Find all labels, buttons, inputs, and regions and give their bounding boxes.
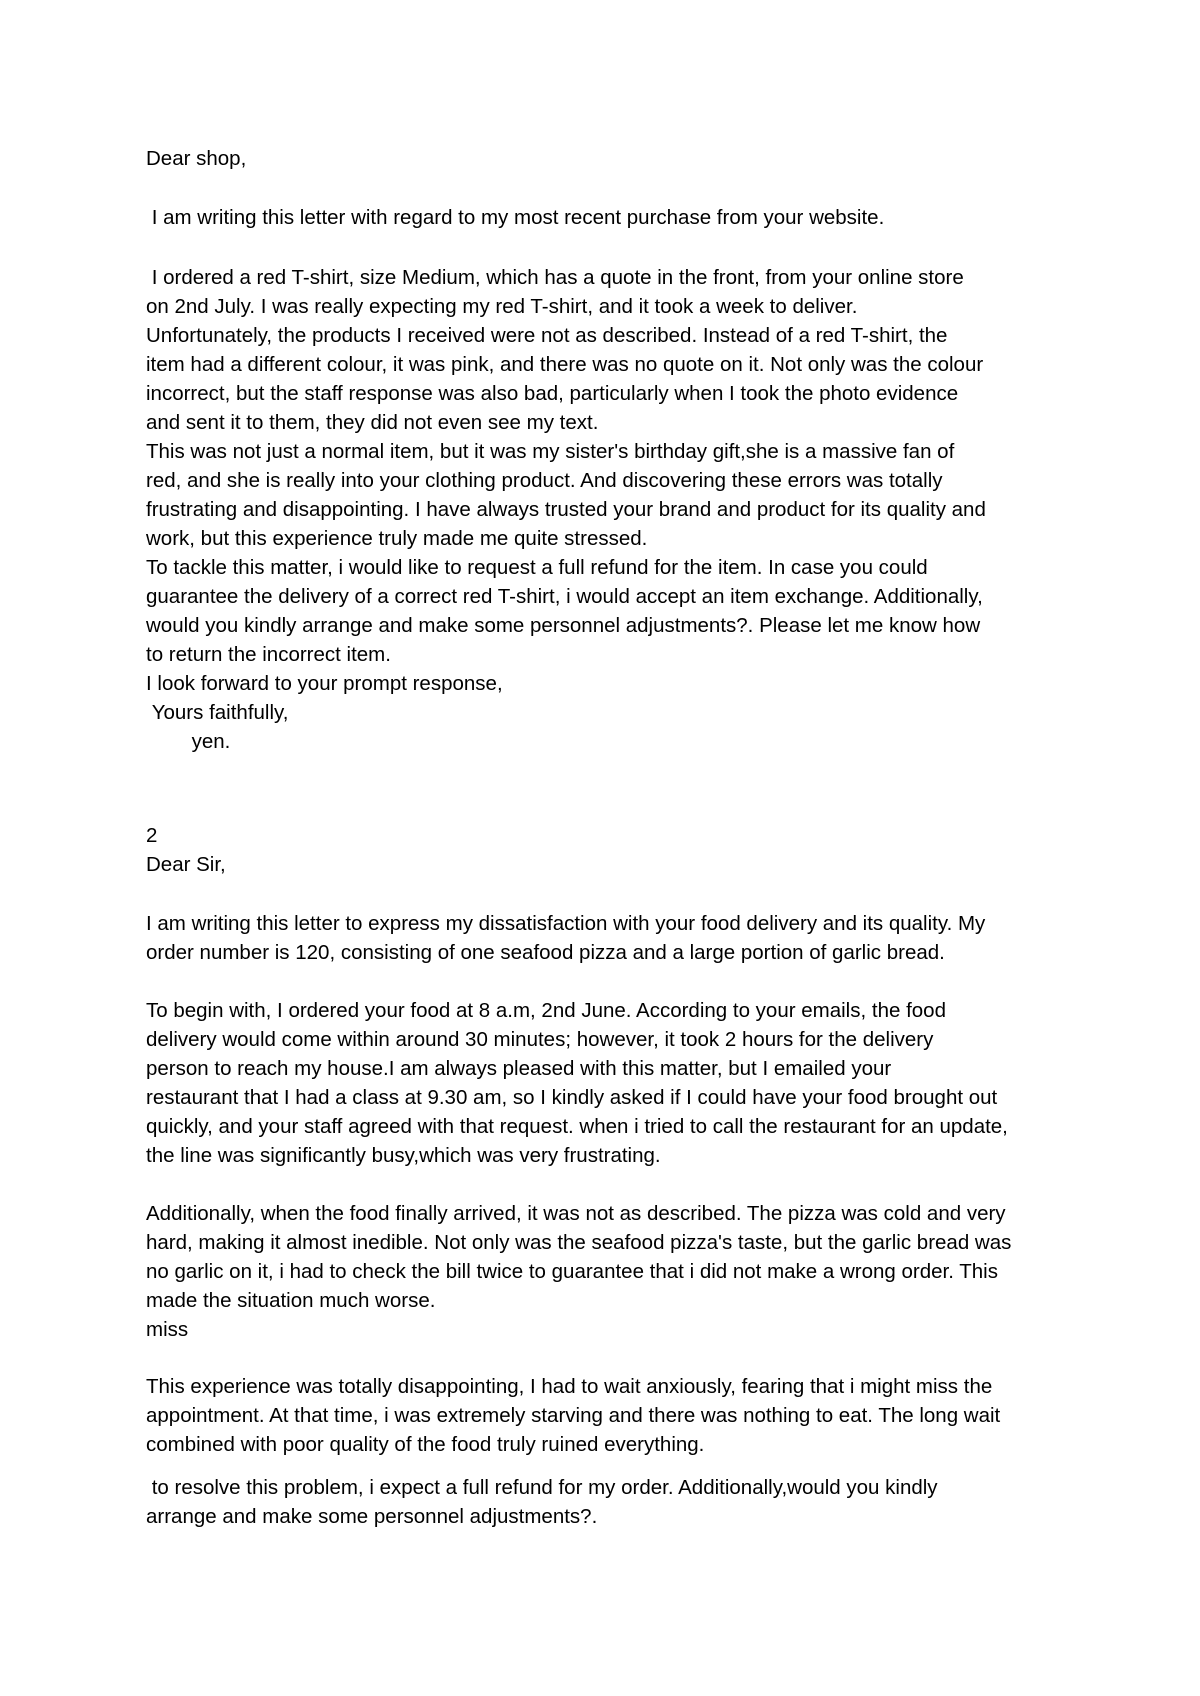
- letter2-intro-paragraph: I am writing this letter to express my dissatisfaction with your food delivery and its quality. My order number is 120, consisting of one seafood pizza and a large portion of garlic bread.: [146, 912, 986, 964]
- letter2-salutation: Dear Sir,: [146, 853, 226, 876]
- letter1-salutation: Dear shop,: [146, 147, 247, 170]
- letter2-resolution-paragraph: to resolve this problem, i expect a full refund for my order. Additionally,would you kindly arrange and make some personnel adjustments?.: [146, 1476, 938, 1528]
- letter1-body-paragraph: I ordered a red T-shirt, size Medium, which has a quote in the front, from your online store on 2nd July. I was really expecting my red T-shirt, and it took a week to deliver. Unfortunately, the products I received were not as described. Instead of a red T-shirt, the item had a different colour, it was pink, and there was no quote on it. Not only was the colour incorrect, but the staff response was also bad, particularly when I took the photo evidence and sent it to them, they did not even see my text. This was not just a normal item, but it was my sister's birthday gift,she is a massive fan of red, and she is really into your clothing product. And discovering these errors was totally frustrating and disappointing. I have always trusted your brand and product for its quality and work, but this experience truly made me quite stressed. To tackle this matter, i would like to request a full refund for the item. In case you could guarantee the delivery of a correct red T-shirt, i would accept an item exchange. Additionally, would you kindly arrange and make some personnel adjustments?. Please let me know how to return the incorrect item. I look forward to your prompt response, Yours faithfully, yen.: [146, 266, 986, 753]
- letter2-experience-paragraph: This experience was totally disappointing, I had to wait anxiously, fearing that i might miss the appointment. At that time, i was extremely starving and there was nothing to eat. The long wait combined with poor quality of the food truly ruined everything.: [146, 1375, 1001, 1456]
- letter1-intro-paragraph: I am writing this letter with regard to my most recent purchase from your website.: [146, 206, 885, 229]
- letter2-quality-paragraph: Additionally, when the food finally arrived, it was not as described. The pizza was cold and very hard, making it almost inedible. Not only was the seafood pizza's taste, but the garlic bread was no garlic on it, i had to check the bill twice to guarantee that i did not make a wrong order. This made the situation much worse. miss: [146, 1202, 1012, 1341]
- letter2-number: 2: [146, 824, 158, 847]
- letter2-timing-paragraph: To begin with, I ordered your food at 8 a.m, 2nd June. According to your emails, the food delivery would come within around 30 minutes; however, it took 2 hours for the delivery person to reach my house.I am always pleased with this matter, but I emailed your restaurant that I had a class at 9.30 am, so I kindly asked if I could have your food brought out quickly, and your staff agreed with that request. when i tried to call the restaurant for an update, the line was significantly busy,which was very frustrating.: [146, 999, 1008, 1167]
